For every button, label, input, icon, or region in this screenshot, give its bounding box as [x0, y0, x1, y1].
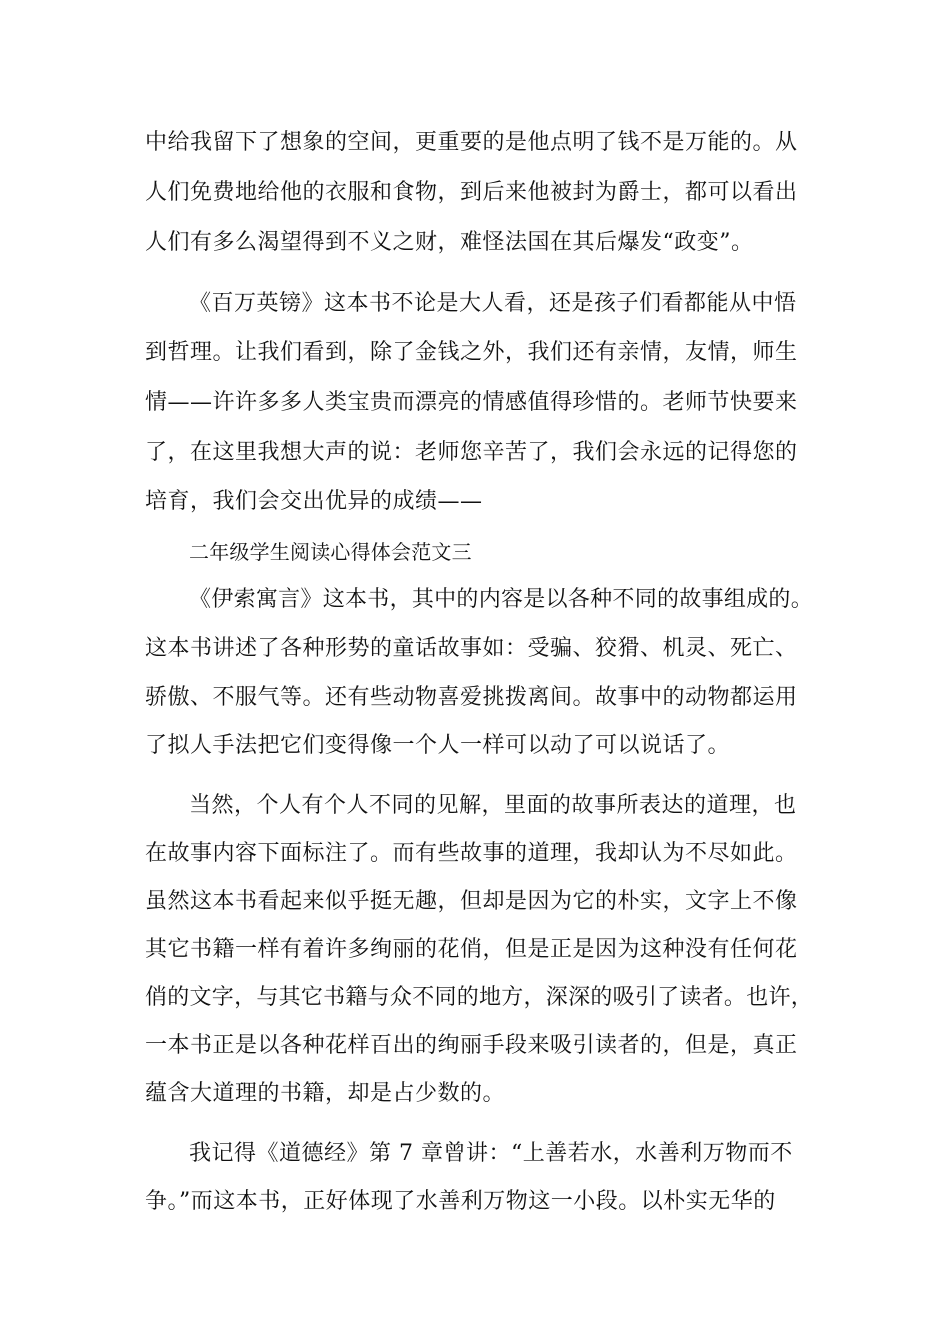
section-heading: 二年级学生阅读心得体会范文三 [189, 540, 472, 564]
paragraph-first-line: 《伊索寓言》这本书，其中的内容是以各种不同的故事组成的。 [189, 587, 814, 612]
text-line: 虽然这本书看起来似乎挺无趣，但却是因为它的朴实，文字上不像 [145, 889, 798, 914]
paragraph-first-line: 我记得《道德经》第 7 章曾讲：“上善若水，水善利万物而不 [189, 1141, 793, 1166]
text-line: 这本书讲述了各种形势的童话故事如：受骗、狡猾、机灵、死亡、 [145, 636, 798, 661]
text-line: 人们免费地给他的衣服和食物，到后来他被封为爵士，都可以看出 [145, 180, 798, 205]
text-line: 俏的文字，与其它书籍与众不同的地方，深深的吸引了读者。也许， [145, 985, 814, 1010]
text-line: 培育，我们会交出优异的成绩—— [145, 489, 483, 514]
text-line: 一本书正是以各种花样百出的绚丽手段来吸引读者的，但是，真正 [145, 1033, 798, 1058]
text-line: 骄傲、不服气等。还有些动物喜爱挑拨离间。故事中的动物都运用 [145, 685, 798, 710]
paragraph-first-line: 当然，个人有个人不同的见解，里面的故事所表达的道理，也 [189, 793, 797, 818]
text-line: 人们有多么渴望得到不义之财，难怪法国在其后爆发“政变”。 [145, 230, 754, 255]
text-line: 其它书籍一样有着许多绚丽的花俏，但是正是因为这种没有任何花 [145, 937, 798, 962]
text-line: 了，在这里我想大声的说：老师您辛苦了，我们会永远的记得您的 [145, 440, 798, 465]
text-line: 蕴含大道理的书籍，却是占少数的。 [145, 1081, 506, 1106]
text-line: 中给我留下了想象的空间，更重要的是他点明了钱不是万能的。从 [145, 130, 798, 155]
text-line: 情——许许多多人类宝贵而漂亮的情感值得珍惜的。老师节快要来 [145, 390, 798, 415]
text-line: 了拟人手法把它们变得像一个人一样可以动了可以说话了。 [145, 733, 731, 758]
text-line: 到哲理。让我们看到，除了金钱之外，我们还有亲情，友情，师生 [145, 340, 798, 365]
text-line: 争。”而这本书，正好体现了水善利万物这一小段。以朴实无华的 [145, 1189, 776, 1214]
paragraph-first-line: 《百万英镑》这本书不论是大人看，还是孩子们看都能从中悟 [189, 291, 797, 316]
text-line: 在故事内容下面标注了。而有些故事的道理，我却认为不尽如此。 [145, 841, 798, 866]
